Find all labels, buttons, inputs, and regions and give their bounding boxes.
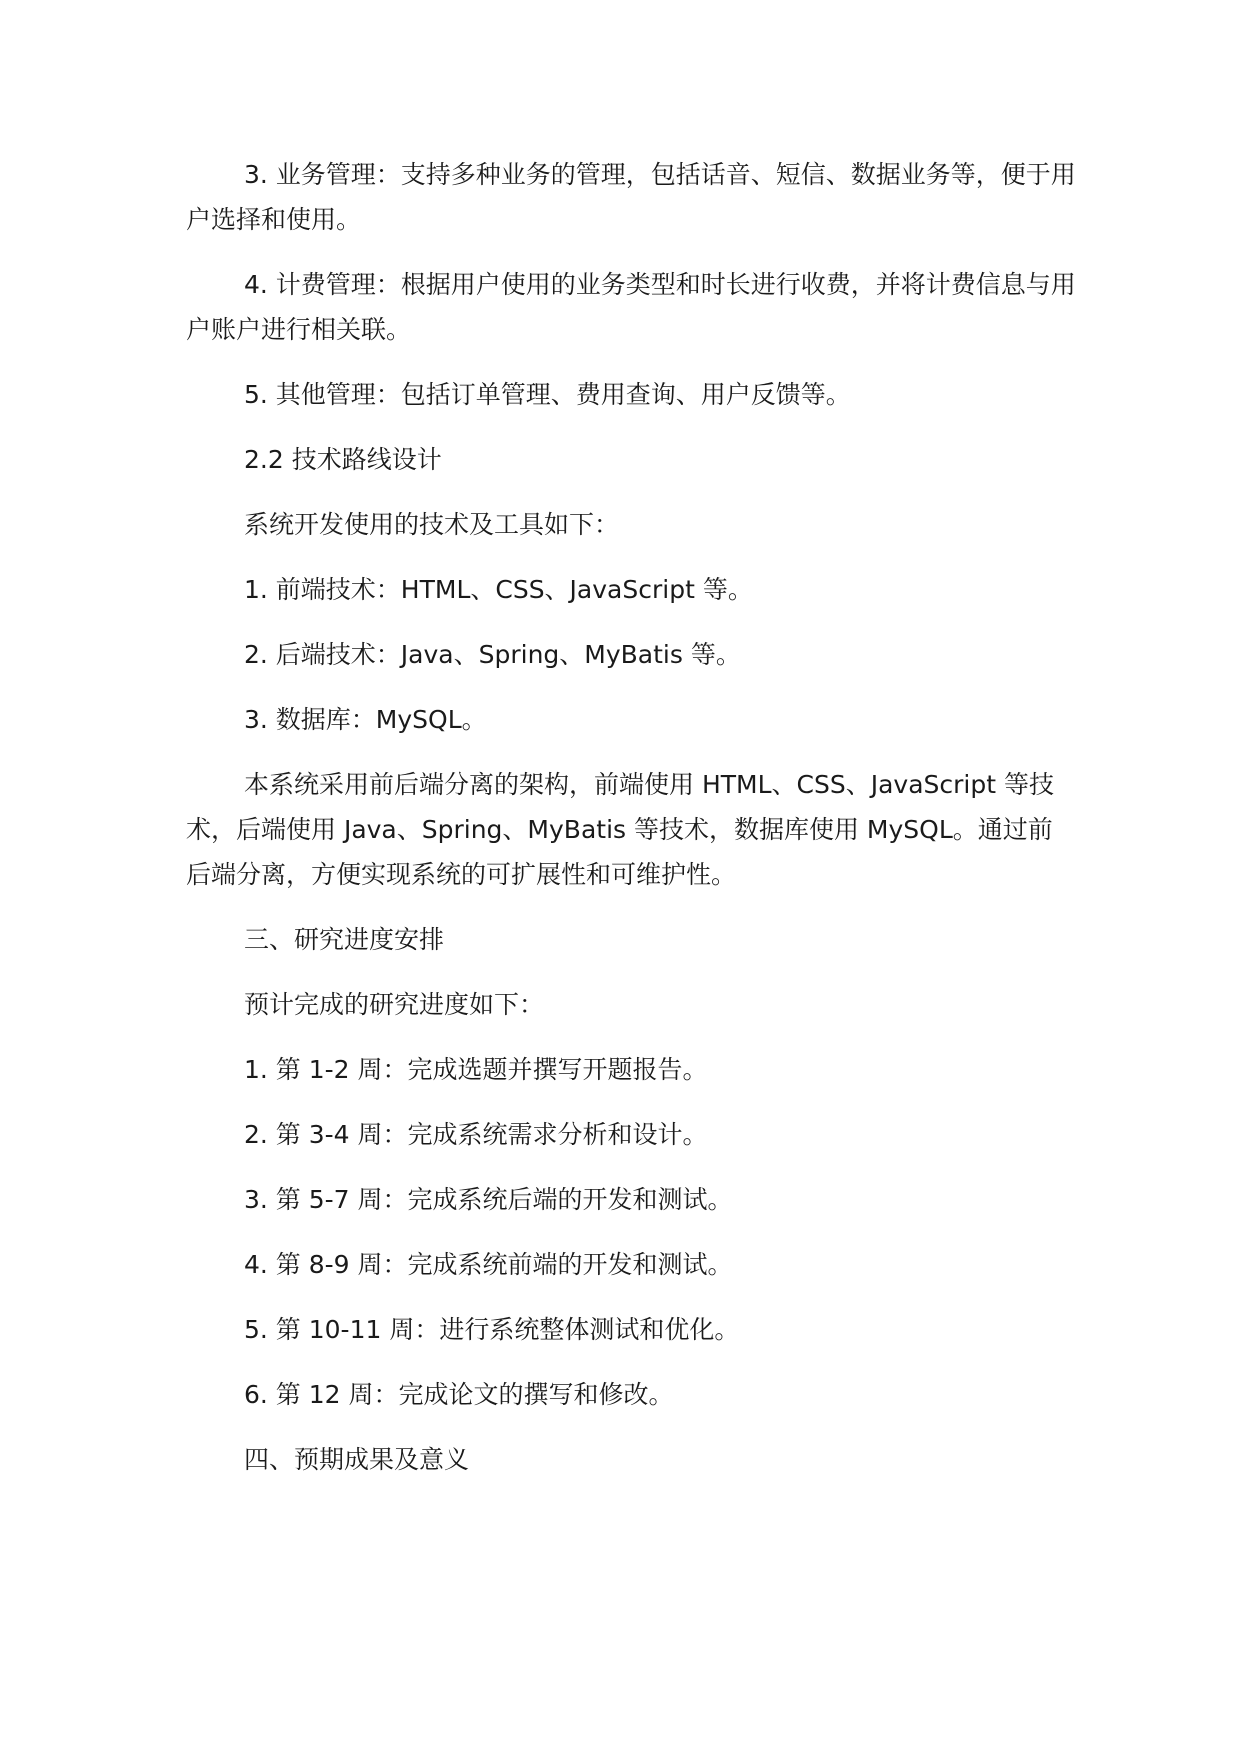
schedule-item: 2. 第 3-4 周：完成系统需求分析和设计。 xyxy=(244,1120,708,1149)
section-heading-schedule: 三、研究进度安排 xyxy=(244,925,445,954)
schedule-item: 5. 第 10-11 周：进行系统整体测试和优化。 xyxy=(244,1315,740,1344)
paragraph-tools-intro: 系统开发使用的技术及工具如下： xyxy=(244,510,620,539)
paragraph-billing-management: 4. 计费管理：根据用户使用的业务类型和时长进行收费，并将计费信息与用户账户进行相关联。 xyxy=(186,270,1076,344)
document-body xyxy=(186,152,1076,1502)
paragraph-backend-tech: 2. 后端技术：Java、Spring、MyBatis 等。 xyxy=(244,640,741,669)
paragraph-schedule-intro: 预计完成的研究进度如下： xyxy=(244,990,545,1019)
schedule-item: 6. 第 12 周：完成论文的撰写和修改。 xyxy=(244,1380,674,1409)
paragraph-other-management: 5. 其他管理：包括订单管理、费用查询、用户反馈等。 xyxy=(244,380,851,409)
section-heading-outcomes: 四、预期成果及意义 xyxy=(244,1445,470,1474)
section-heading-tech-route: 2.2 技术路线设计 xyxy=(244,445,442,474)
schedule-item: 1. 第 1-2 周：完成选题并撰写开题报告。 xyxy=(244,1055,708,1084)
paragraph-database: 3. 数据库：MySQL。 xyxy=(244,705,487,734)
paragraph-architecture: 本系统采用前后端分离的架构，前端使用 HTML、CSS、JavaScript 等技术，后端使用 Java、Spring、MyBatis 等技术，数据库使用 MySQL。通过前后端分离，方便实现系统的可扩展性和可维护性。 xyxy=(186,770,1054,889)
paragraph-business-management: 3. 业务管理：支持多种业务的管理，包括话音、短信、数据业务等，便于用户选择和使用。 xyxy=(186,160,1076,234)
paragraph-frontend-tech: 1. 前端技术：HTML、CSS、JavaScript 等。 xyxy=(244,575,753,604)
schedule-item: 4. 第 8-9 周：完成系统前端的开发和测试。 xyxy=(244,1250,733,1279)
schedule-item: 3. 第 5-7 周：完成系统后端的开发和测试。 xyxy=(244,1185,733,1214)
